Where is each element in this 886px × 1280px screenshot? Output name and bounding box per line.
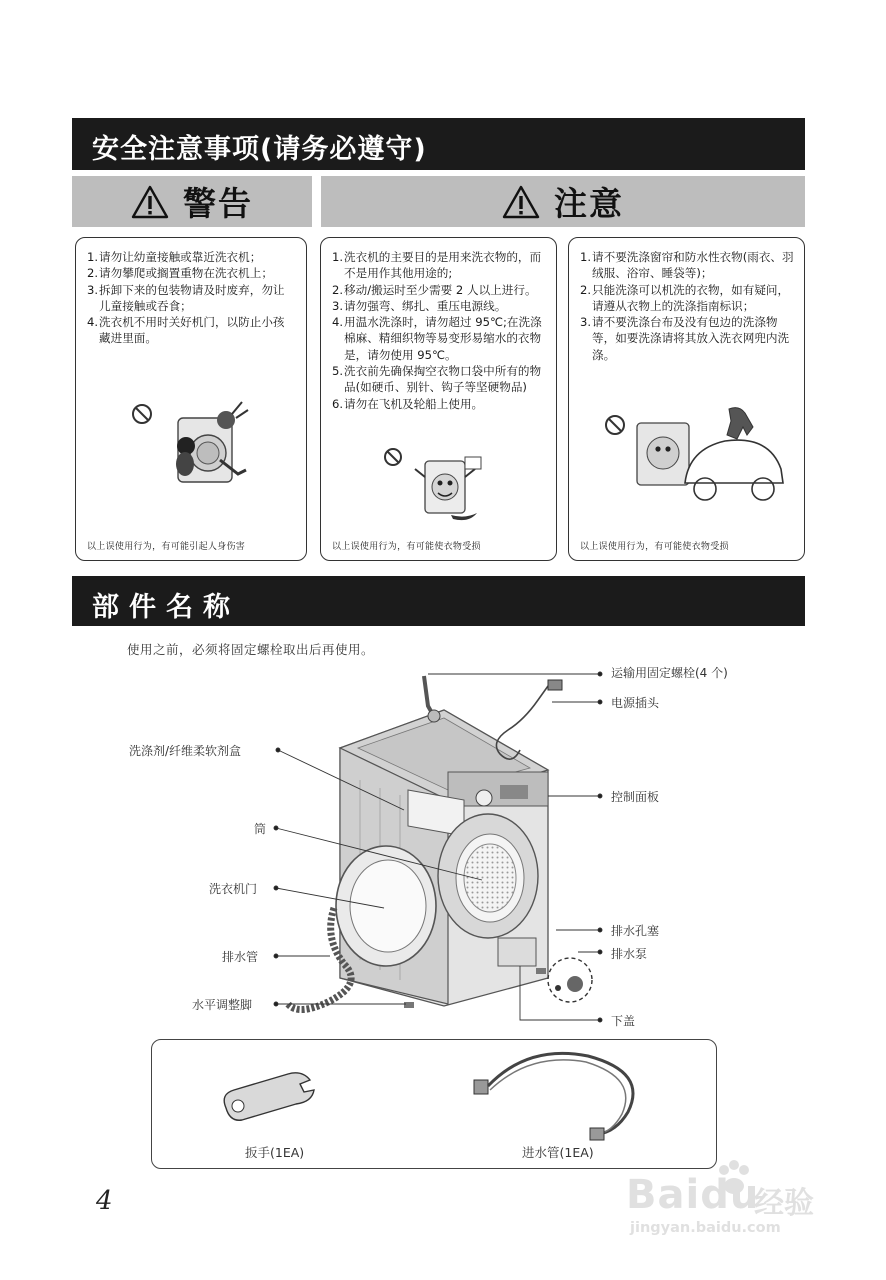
wrench-label: 扳手(1EA) [245,1145,305,1160]
watermark-brand: Baidu [626,1172,760,1218]
list-item: 2. 移动/搬运时至少需要 2 人以上进行。 [332,282,537,297]
callout-drain-plug: 排水孔塞 [611,924,660,938]
page-number: 4 [96,1186,113,1216]
callout-drain-pump: 排水泵 [611,947,648,961]
callout-transport-bolts: 运输用固定螺栓(4 个) [611,666,728,680]
safety-section-title: 安全注意事项(请务必遵守) [92,134,427,165]
callout-control-panel: 控制面板 [611,790,660,804]
list-item: 3. 拆卸下来的包装物请及时废弃，勿让儿童接触或吞食； [87,282,285,313]
list-item: 5. 洗衣前先确保掏空衣物口袋中所有的物品(如硬币、别针、钩子等坚硬物品) [332,364,542,395]
list-item: 1. 请不要洗涤窗帘和防水性衣物(雨衣、羽绒服、浴帘、睡袋等)； [580,250,794,281]
callout-lower-cover: 下盖 [611,1014,636,1028]
warning-label: 警告 [183,184,253,223]
list-item: 2. 请勿攀爬或搁置重物在洗衣机上； [87,266,273,281]
list-item: 4. 洗衣机不用时关好机门，以防止小孩藏进里面。 [87,315,285,346]
caution-footer-2: 以上误使用行为，有可能使衣物受损 [580,542,729,552]
list-item: 3. 请勿强弯、绑扎、重压电源线。 [332,298,507,313]
watermark-jingyan: 经验 [754,1186,814,1221]
list-item: 6. 请勿在飞机及轮船上使用。 [332,396,484,411]
warning-footer: 以上误使用行为，有可能引起人身伤害 [87,542,246,552]
list-item: 1. 请勿让幼童接触或靠近洗衣机； [87,250,262,264]
callout-detergent-dispenser: 洗涤剂/纤维柔软剂盒 [129,744,242,758]
drum-graphic [438,814,538,938]
accessories-box [151,1039,717,1169]
watermark-url: jingyan.baidu.com [630,1220,781,1236]
list-item: 4. 用温水洗涤时，请勿超过 95℃;在洗涤棉麻、精细织物等易变形易缩水的衣物是，请勿使用 95℃。 [332,315,542,362]
parts-intro-text: 使用之前，必须将固定螺栓取出后再使用。 [127,642,375,657]
list-item: 2. 只能洗涤可以机洗的衣物，如有疑问，请遵从衣物上的洗涤指南标识； [580,282,790,313]
list-item: 3. 请不要洗涤台布及没有包边的洗涤物等，如要洗涤请将其放入洗衣网兜内洗涤。 [580,315,790,362]
inlet-hose-icon [470,1048,660,1148]
door-graphic [336,846,436,966]
callout-door: 洗衣机门 [209,882,258,896]
wrench-icon [216,1064,326,1124]
callout-drum: 筒 [254,822,267,836]
parts-section-title: 部件名称 [92,592,240,623]
inlet-hose-label: 进水管(1EA) [522,1145,594,1160]
caution-footer-1: 以上误使用行为，有可能使衣物受损 [332,542,481,552]
callout-drain-hose: 排水管 [222,950,259,964]
caution-label: 注意 [554,184,624,223]
transport-bolt-graphic [424,676,440,722]
callout-power-plug: 电源插头 [611,696,660,710]
baidu-jingyan-watermark [626,1158,836,1246]
list-item: 1. 洗衣机的主要目的是用来洗衣物的，而不是用作其他用途的; [332,250,542,281]
callout-leveling-feet: 水平调整脚 [192,998,253,1012]
